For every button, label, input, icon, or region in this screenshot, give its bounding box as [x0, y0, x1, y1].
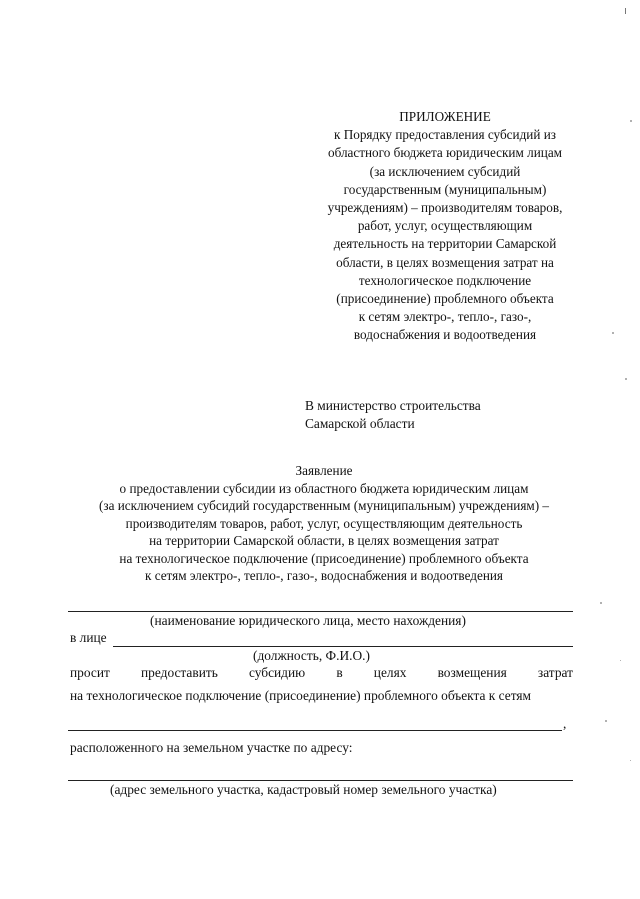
addressee-block	[305, 397, 481, 433]
connection-text: на технологическое подключение (присоединение) проблемного объекта к сетям	[70, 688, 532, 703]
appendix-title: ПРИЛОЖЕНИЕ	[399, 109, 491, 124]
networks-comma: ,	[563, 716, 567, 731]
appendix-line: водоснабжения и водоотведения	[353, 327, 537, 343]
statement-line: о предоставлении субсидии из областного бюджета юридическим лицам	[119, 480, 529, 496]
appendix-line: к сетям электро-, тепло-, газо-,	[358, 309, 532, 325]
statement-line: на территории Самарской области, в целях возмещения затрат	[149, 533, 499, 548]
appendix-line: учреждениям) – производителям товаров,	[327, 200, 563, 216]
statement-heading	[40, 462, 608, 585]
position-caption: (должность, Ф.И.О.)	[253, 648, 370, 663]
statement-line: производителям товаров, работ, услуг, осуществляющим деятельность	[125, 515, 523, 531]
scan-speck	[630, 120, 632, 122]
scan-speck	[625, 378, 627, 380]
request-word: субсидию	[248, 665, 306, 680]
statement-line: (за исключением субсидий государственным (муниципальным) учреждениям) –	[98, 498, 550, 513]
appendix-line: технологическое подключение	[358, 272, 532, 288]
appendix-line: (за исключением субсидий	[369, 163, 521, 179]
entity-caption: (наименование юридического лица, место нахождения)	[150, 613, 466, 628]
request-word: просит	[70, 665, 110, 680]
request-word: возмещения	[437, 665, 507, 680]
scan-speck	[620, 660, 621, 661]
appendix-line: к Порядку предоставления субсидий из	[334, 127, 556, 143]
request-word: затрат	[537, 665, 573, 680]
in-person-label: в лице	[70, 630, 107, 645]
statement-title: Заявление	[295, 463, 353, 478]
scan-speck	[605, 720, 607, 722]
request-word: целях	[373, 665, 407, 680]
request-word: в	[336, 665, 343, 680]
scan-speck	[630, 760, 631, 761]
statement-line: к сетям электро-, тепло-, газо-, водоснабжения и водоотведения	[144, 568, 504, 583]
statement-line: на технологическое подключение (присоединение) проблемного объекта	[119, 550, 529, 566]
appendix-line: работ, услуг, осуществляющим	[357, 218, 533, 234]
request-line	[70, 665, 573, 681]
in-person-line[interactable]	[113, 646, 573, 647]
scan-speck	[612, 332, 614, 334]
address-line[interactable]	[68, 780, 573, 781]
appendix-line: области, в целях возмещения затрат на	[336, 254, 554, 270]
appendix-line: деятельность на территории Самарской	[333, 236, 557, 252]
addressee-line: В министерство строительства	[305, 398, 481, 413]
scan-speck	[600, 602, 602, 604]
networks-line[interactable]	[68, 730, 562, 731]
address-caption: (адрес земельного участка, кадастровый номер земельного участка)	[110, 782, 497, 797]
request-word: предоставить	[141, 665, 218, 680]
appendix-line: областного бюджета юридическим лицам	[327, 145, 563, 161]
appendix-line: (присоединение) проблемного объекта	[336, 291, 554, 307]
appendix-line: государственным (муниципальным)	[343, 181, 547, 197]
scan-mark	[625, 8, 626, 14]
location-text: расположенного на земельном участке по адресу:	[70, 740, 353, 755]
entity-name-line[interactable]	[68, 611, 573, 612]
appendix-header	[300, 108, 590, 345]
addressee-line: Самарской области	[305, 416, 415, 431]
